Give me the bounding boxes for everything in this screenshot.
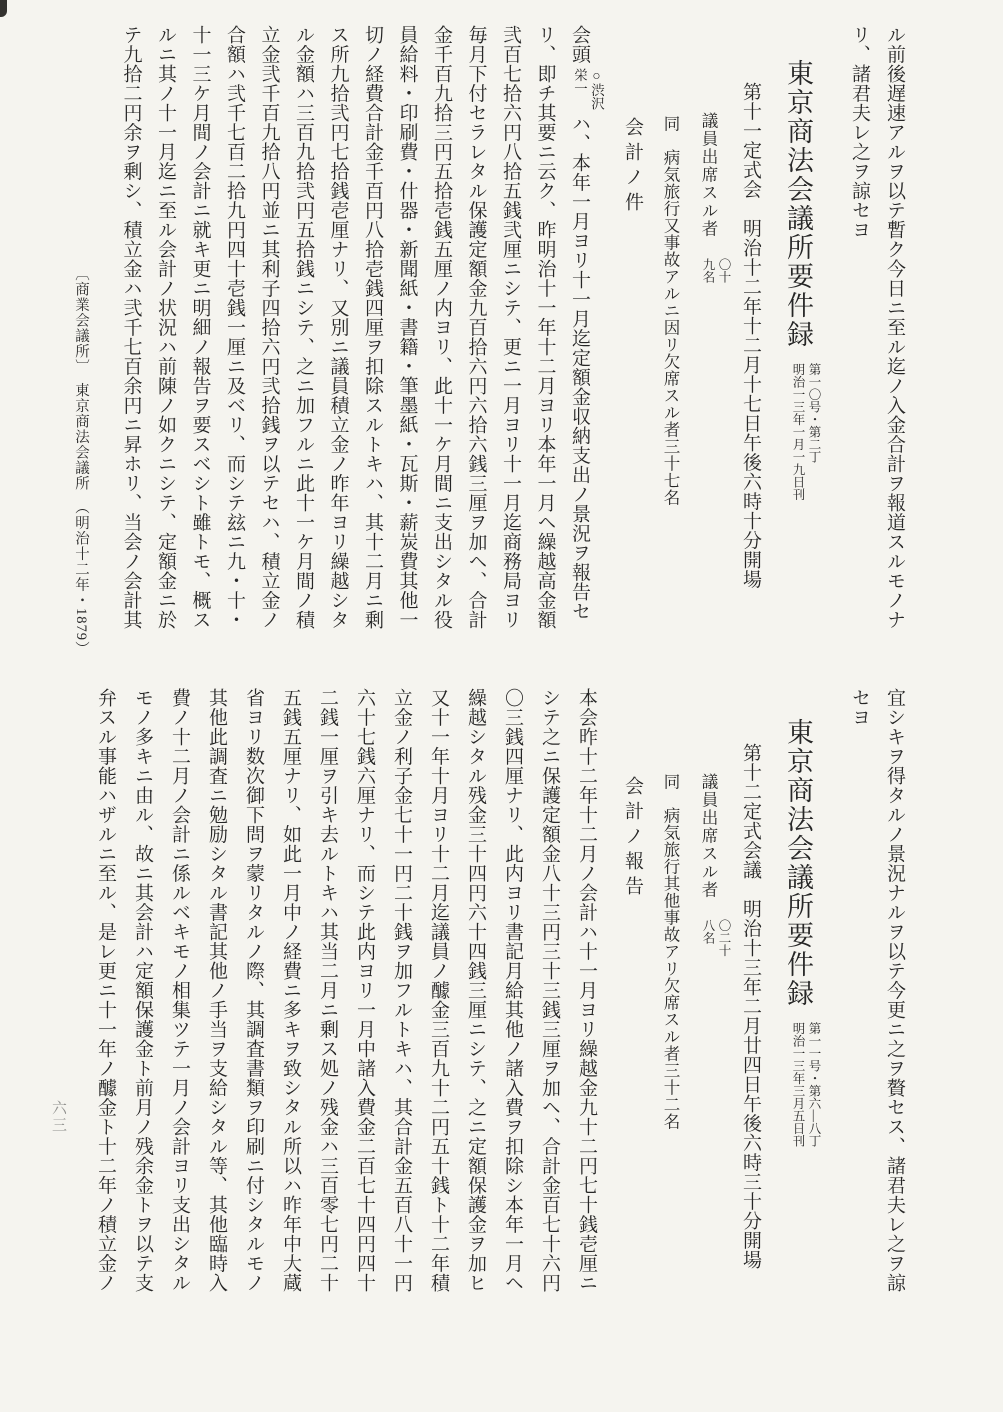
record-title: 東京商法会議所要件録 (783, 59, 813, 349)
body-line: 立金弐千百九拾八円並ニ其利子四拾六円弐拾銭ヲ以テセハ、積立金ノ (258, 25, 280, 630)
issue-date: 明治一三年一月一九日刊 (791, 363, 805, 501)
body-line: 切ノ経費合計金千百円八拾壱銭四厘ヲ扣除スルトキハ、其十二月ニ剰 (362, 25, 383, 630)
body-line: 弐百七拾六円八拾五銭弐厘ニシテ、更ニ一月ヨリ十一月迄商務局ヨリ (500, 25, 521, 630)
body-line: 十一三ケ月間ノ会計ニ就キ更ニ明細ノ報告ヲ要スベシト雖トモ、概ス (189, 25, 211, 630)
body-line: ス所九拾弐円七拾銭壱厘ナリ、又別ニ議員積立金ノ昨年ヨリ繰越シタ (327, 25, 349, 630)
attendance-count-line: 〇二十 (717, 919, 731, 957)
body-line: 五銭五厘ナリ、如此一月中ノ経費ニ多キヲ致シタル所以ハ昨年中大蔵 (280, 688, 301, 1293)
attendance-count (700, 258, 732, 283)
scan-corner-artifact (0, 0, 7, 17)
body-line: シテ之ニ保護定額金八十三円三十三銭三厘ヲ加ヘ、合計金百七十六円 (539, 688, 560, 1293)
issue-number: 第一〇号・第二丁 (807, 363, 821, 463)
attendance-count-line: 九名 (701, 258, 715, 283)
body-line: 合額ハ弐千七百二拾九円四十壱銭一厘ニ及ベリ、而シテ玆ニ九・十・ (224, 25, 245, 630)
absence-line: 同 病気旅行又事故アルニ因リ欠席スル者三十七名 (661, 115, 680, 506)
body-line: リ、即チ其要ニ云ク、昨明治十一年十二月ヨリ本年一月ヘ繰越高金額 (534, 25, 556, 630)
attendance-count-line: 八名 (701, 919, 715, 944)
attribution-year: （明治十二年・1879） (73, 506, 89, 657)
speaker-name-line: ○渋沢 (589, 68, 604, 110)
body-line: ル金額ハ三百九拾弐円五拾銭ニシテ、之ニ加フルニ此十一ケ月間ノ積 (293, 25, 314, 630)
attribution-category: 〔商業会議所〕 (73, 266, 89, 368)
carryover-line: リ、諸君夫レ之ヲ諒セヨ (849, 25, 870, 240)
carryover-line: ル前後遅速アルヲ以テ暫ク今日ニ至ル迄ノ入金合計ヲ報道スルモノナ (884, 25, 905, 630)
carryover-line: セヨ (849, 688, 870, 727)
body-line: 金千百九拾三円五拾壱銭五厘ノ内ヨリ、此十一ケ月間ニ支出シタル役 (431, 25, 452, 630)
session-11-record (113, 25, 912, 650)
body-line: 其他此調査ニ勉励シタル書記其他ノ手当ヲ支給シタル等、其他臨時入 (206, 688, 227, 1293)
body-line: 省ヨリ数次御下問ヲ蒙リタルノ際、其調査書類ヲ印刷ニ付シタルモノ (243, 688, 264, 1293)
record-title-column (774, 25, 822, 650)
speaker-statement: ハ、本年一月ヨリ十一月迄定額金収納支出ノ景況ヲ報告セ (569, 114, 590, 621)
attendance-label: 議員出席スル者 (699, 112, 718, 238)
attendance-count-line: 〇十 (717, 258, 731, 283)
body-line: 費ノ十二月ノ会計ニ係ルベキモノ相集ツテ一月ノ会計ヨリ支出シタル (169, 688, 190, 1293)
issue-date: 明治一三年三月五日刊 (791, 1022, 805, 1147)
body-line: 〇三銭四厘ナリ、此内ヨリ書記月給其他ノ諸入費ヲ扣除シ本年一月ヘ (502, 688, 523, 1293)
body-line: 立金ノ利子金七十一円二十銭ヲ加フルトキハ、其合計金五百八十一円 (391, 688, 412, 1293)
speaker-name-line: 栄一 (572, 68, 587, 95)
page-number: 六三 (50, 1100, 66, 1134)
agenda-heading: 会計ノ件 (622, 117, 643, 217)
body-line: 六十七銭六厘ナリ、而シテ此内ヨリ一月中諸入費金二百七十四円四十 (354, 688, 375, 1293)
source-attribution (70, 266, 92, 657)
issue-note (790, 1022, 822, 1147)
record-title-column (774, 688, 822, 1298)
absence-line: 同 病気旅行其他事故アリ欠席スル者三十二名 (661, 773, 680, 1130)
body-line: 又十一年十月ヨリ十二月迄議員ノ醵金三百九十二円五十銭ト十二年積 (428, 688, 449, 1293)
body-line: 本会昨十二年十二月ノ会計ハ十一月ヨリ繰越金九十二円七十銭壱厘ニ (576, 688, 597, 1293)
attendance-line (689, 25, 732, 650)
body-line-speaker (562, 25, 606, 650)
attendance-label: 議員出席スル者 (699, 773, 718, 899)
body-line: 二銭一厘ヲ引キ去ルトキハ其当二月ニ剰ス処ノ残金ハ三百零七円二十 (317, 688, 338, 1293)
speaker-role: 会頭 (569, 25, 590, 64)
body-line: 毎月下付セラレタル保護定額金九百拾六円六拾六銭三厘ヲ加ヘ、合計 (465, 25, 487, 630)
issue-number: 第一一号・第六―八丁 (807, 1022, 821, 1147)
body-line: 員給料・印刷費・什器・新聞紙・書籍・筆墨紙・瓦斯・薪炭費其他一 (396, 25, 418, 630)
session-heading: 第十二定式会議 明治十三年二月廿四日午後六時三十分開場 (740, 743, 761, 1270)
attendance-line (689, 688, 732, 1298)
issue-note (790, 363, 822, 501)
body-line: 弁スル事能ハザルニ至ル、是レ更ニ十一年ノ醵金ト十二年ノ積立金ノ (95, 688, 116, 1293)
session-12-record (87, 688, 912, 1298)
speaker-name-note (571, 68, 605, 110)
attendance-count (700, 919, 732, 957)
session-heading: 第十一定式会 明治十二年十二月十七日午後六時十分開場 (740, 82, 761, 589)
carryover-line: 宜シキヲ得タルノ景況ナルヲ以テ今更ニ之ヲ贅セス、諸君夫レ之ヲ諒 (884, 688, 905, 1293)
record-title: 東京商法会議所要件録 (783, 718, 813, 1008)
body-line: ルニ其ノ十一月迄ニ至ル会計ノ状況ハ前陳ノ如クニシテ、定額金ニ於 (155, 25, 176, 630)
attribution-organization: 東京商法会議所 (73, 382, 89, 492)
body-line: モノ多キニ由ル、故ニ其会計ハ定額保護金ト前月ノ残余金トヲ以テ支 (132, 688, 153, 1293)
body-line: テ九拾二円余ヲ剰シ、積立金ハ弐千七百余円ニ昇ホリ、当会ノ会計其 (120, 25, 142, 630)
body-line: 繰越シタル残金三十四円六十四銭三厘ニシテ、之ニ定額保護金ヲ加ヒ (465, 688, 486, 1293)
agenda-heading: 会計ノ報告 (622, 776, 643, 901)
